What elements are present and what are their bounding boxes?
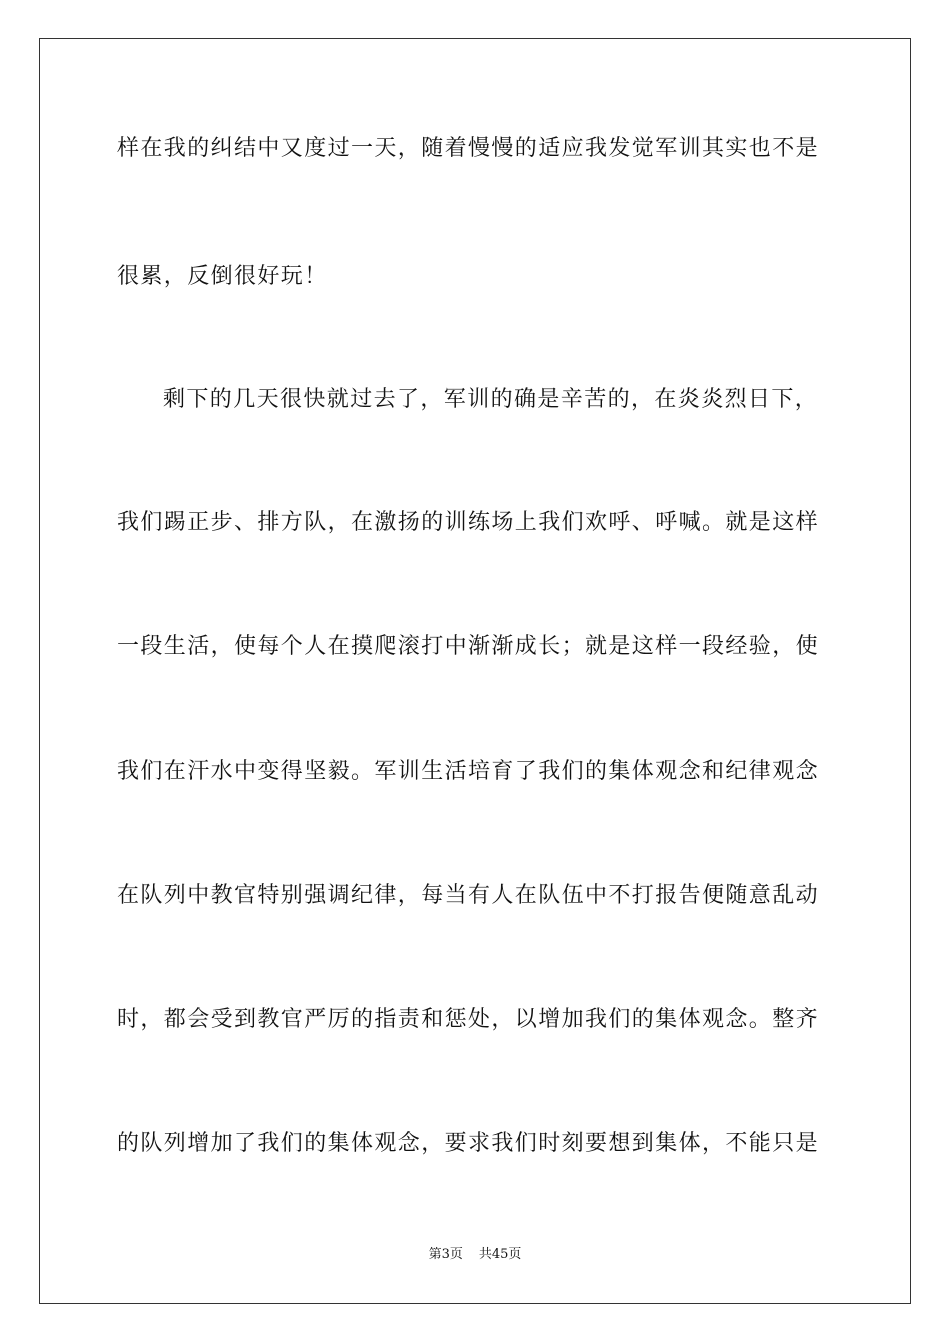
text-line-8: 时，都会受到教官严厉的指责和惩处，以增加我们的集体观念。整齐 (117, 1007, 820, 1032)
text-line-4: 我们踢正步、排方队，在激扬的训练场上我们欢呼、呼喊。就是这样 (117, 510, 820, 535)
page-number: 第3页 (428, 1247, 463, 1262)
text-line-7: 在队列中教官特别强调纪律，每当有人在队伍中不打报告便随意乱动 (117, 883, 820, 908)
page-footer (0, 1246, 950, 1264)
page-border (39, 38, 911, 1304)
page-total: 共45页 (478, 1247, 522, 1262)
text-line-1: 样在我的纠结中又度过一天，随着慢慢的适应我发觉军训其实也不是 (117, 136, 820, 161)
text-line-5: 一段生活，使每个人在摸爬滚打中渐渐成长；就是这样一段经验，使 (117, 634, 820, 659)
text-line-6: 我们在汗水中变得坚毅。军训生活培育了我们的集体观念和纪律观念 (117, 759, 820, 784)
text-line-2: 很累，反倒很好玩！ (117, 264, 328, 289)
text-line-9: 的队列增加了我们的集体观念，要求我们时刻要想到集体，不能只是 (117, 1131, 820, 1156)
text-line-3: 剩下的几天很快就过去了，军训的确是辛苦的，在炎炎烈日下， (163, 387, 819, 412)
